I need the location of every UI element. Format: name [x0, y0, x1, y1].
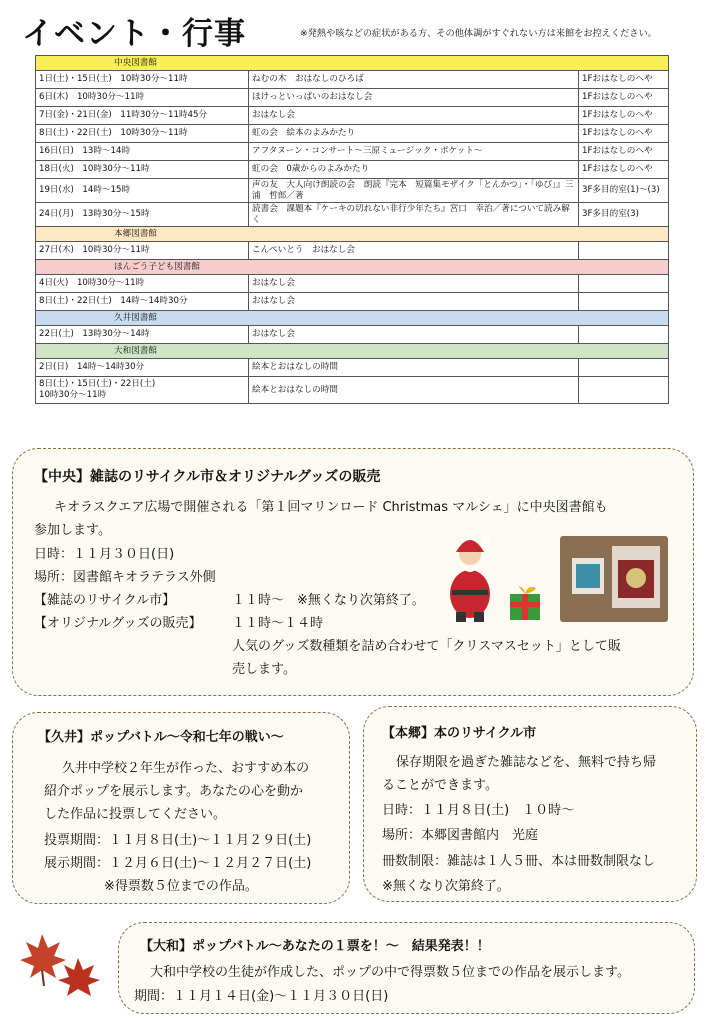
hongo-line1: 保存期限を過ぎた雑誌などを、無料で持ち帰: [396, 755, 657, 770]
event-place: 3F多目的室(1)～(3): [579, 179, 669, 203]
goods-photo: [560, 536, 668, 622]
event-date: 24日(月) 13時30分～15時: [36, 203, 249, 227]
event-date: 2日(日) 14時～14時30分: [36, 359, 249, 377]
library-header-row: [36, 56, 669, 71]
hongo-limit: 冊数制限：雑誌は１人５冊、本は冊数制限なし: [382, 854, 656, 869]
event-place: 1Fおはなしのへや: [579, 89, 669, 107]
kui-display-period: 展示期間：１２月６日(土)～１２月２７日(土): [44, 856, 312, 871]
event-title: おはなし会: [249, 107, 579, 125]
event-date: 16日(日) 13時～14時: [36, 143, 249, 161]
event-place: 1Fおはなしのへや: [579, 161, 669, 179]
event-row: [36, 89, 669, 107]
event-date: 8日(土)・22日(土) 10時30分～11時: [36, 125, 249, 143]
event-title: 声の友 大人向け朗読の会 朗読『完本 短篇集モザイク「とんかつ」・「ゆび」』三浦 哲郎／著: [249, 179, 579, 203]
event-title: こんぺいとう おはなし会: [249, 242, 579, 260]
goods-desc-line2: 売します。: [232, 662, 296, 677]
santa-illustration: [442, 532, 554, 628]
library-name: 大和図書館: [36, 344, 669, 359]
central-date: 日時：１１月３０日(日): [34, 547, 175, 562]
event-date-line2: 10時30分～11時: [39, 390, 107, 400]
event-row: [36, 143, 669, 161]
event-date: 18日(火) 10時30分～11時: [36, 161, 249, 179]
event-place: 3F多目的室(3): [579, 203, 669, 227]
recycle-label: 【雑誌のリサイクル市】: [34, 593, 176, 608]
event-place: [579, 275, 669, 293]
event-row: [36, 275, 669, 293]
event-date: 4日(火) 10時30分～11時: [36, 275, 249, 293]
kui-line1: 久井中学校２年生が作った、おすすめ本の: [62, 761, 310, 776]
library-header-row: [36, 344, 669, 359]
event-title: 絵本とおはなしの時間: [249, 377, 579, 404]
event-place: [579, 377, 669, 404]
kui-heading: 【久井】ポップバトル～令和七年の戦い～: [38, 730, 284, 745]
library-name: ほんごう子ども図書館: [36, 260, 669, 275]
event-date: 22日(土) 13時30分～14時: [36, 326, 249, 344]
kui-line3: した作品に投票してください。: [44, 807, 227, 822]
event-place: [579, 326, 669, 344]
yamato-line1: 大和中学校の生徒が作成した、ポップの中で得票数５位までの作品を展示します。: [150, 965, 630, 980]
event-date: 19日(水) 14時～15時: [36, 179, 249, 203]
event-title: おはなし会: [249, 275, 579, 293]
event-date: 1日(土)・15日(土) 10時30分～11時: [36, 71, 249, 89]
event-row: [36, 203, 669, 227]
library-header-row: [36, 227, 669, 242]
event-title: アフタヌーン・コンサート～三原ミュージック・ポケット～: [249, 143, 579, 161]
event-table: [35, 55, 669, 404]
library-name: 中央図書館: [36, 56, 669, 71]
event-title: ほけっといっぱいのおはなし会: [249, 89, 579, 107]
event-place: 1Fおはなしのへや: [579, 107, 669, 125]
event-row: [36, 377, 669, 404]
event-place: 1Fおはなしのへや: [579, 125, 669, 143]
event-row: [36, 71, 669, 89]
health-notice: ※発熱や咳などの症状がある方、その他体調がすぐれない方は来館をお控えください。: [300, 28, 657, 39]
event-title: 絵本とおはなしの時間: [249, 359, 579, 377]
hongo-place: 場所：本郷図書館内 光庭: [382, 828, 539, 843]
kui-vote-period: 投票期間：１１月８日(土)～１１月２９日(土): [44, 833, 312, 848]
event-date: [36, 377, 249, 404]
event-date: 27日(木) 10時30分～11時: [36, 242, 249, 260]
library-name: 久井図書館: [36, 311, 669, 326]
library-name: 本郷図書館: [36, 227, 669, 242]
event-title: 虹の会 0歳からのよみかたり: [249, 161, 579, 179]
event-row: [36, 107, 669, 125]
hongo-date: 日時：１１月８日(土) １０時～: [382, 803, 575, 818]
kui-note: ※得票数５位までの作品。: [104, 879, 258, 894]
event-row: [36, 179, 669, 203]
event-place: [579, 359, 669, 377]
event-row: [36, 326, 669, 344]
library-header-row: [36, 311, 669, 326]
event-date: 8日(土)・22日(土) 14時～14時30分: [36, 293, 249, 311]
event-place: [579, 242, 669, 260]
page-title: イベント・行事: [22, 16, 246, 52]
goods-label: 【オリジナルグッズの販売】: [34, 616, 202, 631]
central-intro-line2: 参加します。: [34, 523, 111, 538]
autumn-leaves-icon: [20, 930, 106, 1006]
central-intro-line1: キオラスクエア広場で開催される「第１回マリンロード Christmas マルシェ」に中央図書館も: [54, 500, 608, 515]
kui-line2: 紹介ポップを展示します。あなたの心を動か: [44, 784, 303, 799]
recycle-value: １１時～ ※無くなり次第終了。: [232, 593, 425, 608]
event-row: [36, 293, 669, 311]
goods-desc-line1: 人気のグッズ数種類を詰め合わせて「クリスマスセット」として販: [232, 639, 621, 654]
event-row: [36, 359, 669, 377]
event-place: 1Fおはなしのへや: [579, 71, 669, 89]
hongo-line2: ることができます。: [382, 778, 498, 793]
hongo-heading: 【本郷】本のリサイクル市: [382, 726, 537, 741]
central-place: 場所：図書館キオラテラス外側: [34, 570, 216, 585]
library-header-row: [36, 260, 669, 275]
yamato-heading: 【大和】ポップバトル～あなたの１票を！～ 結果発表！！: [140, 939, 490, 954]
event-row: [36, 161, 669, 179]
event-date: 7日(金)・21日(金) 11時30分～11時45分: [36, 107, 249, 125]
event-title: おはなし会: [249, 293, 579, 311]
event-title: 虹の会 絵本のよみかたり: [249, 125, 579, 143]
event-title: ねむの木 おはなしのひろば: [249, 71, 579, 89]
event-date: 6日(木) 10時30分～11時: [36, 89, 249, 107]
event-row: [36, 242, 669, 260]
goods-value: １１時～１４時: [232, 616, 324, 631]
hongo-note: ※無くなり次第終了。: [382, 879, 510, 894]
event-date-line1: 8日(土)・15日(土)・22日(土): [39, 379, 156, 389]
event-row: [36, 125, 669, 143]
yamato-period: 期間：１１月１４日(金)～１１月３０日(日): [134, 989, 389, 1004]
event-title: おはなし会: [249, 326, 579, 344]
central-heading: 【中央】雑誌のリサイクル市＆オリジナルグッズの販売: [34, 469, 381, 485]
event-place: 1Fおはなしのへや: [579, 143, 669, 161]
event-title: 読書会 課題本『ケーキの切れない非行少年たち』宮口 幸治／著について読み解く: [249, 203, 579, 227]
event-place: [579, 293, 669, 311]
